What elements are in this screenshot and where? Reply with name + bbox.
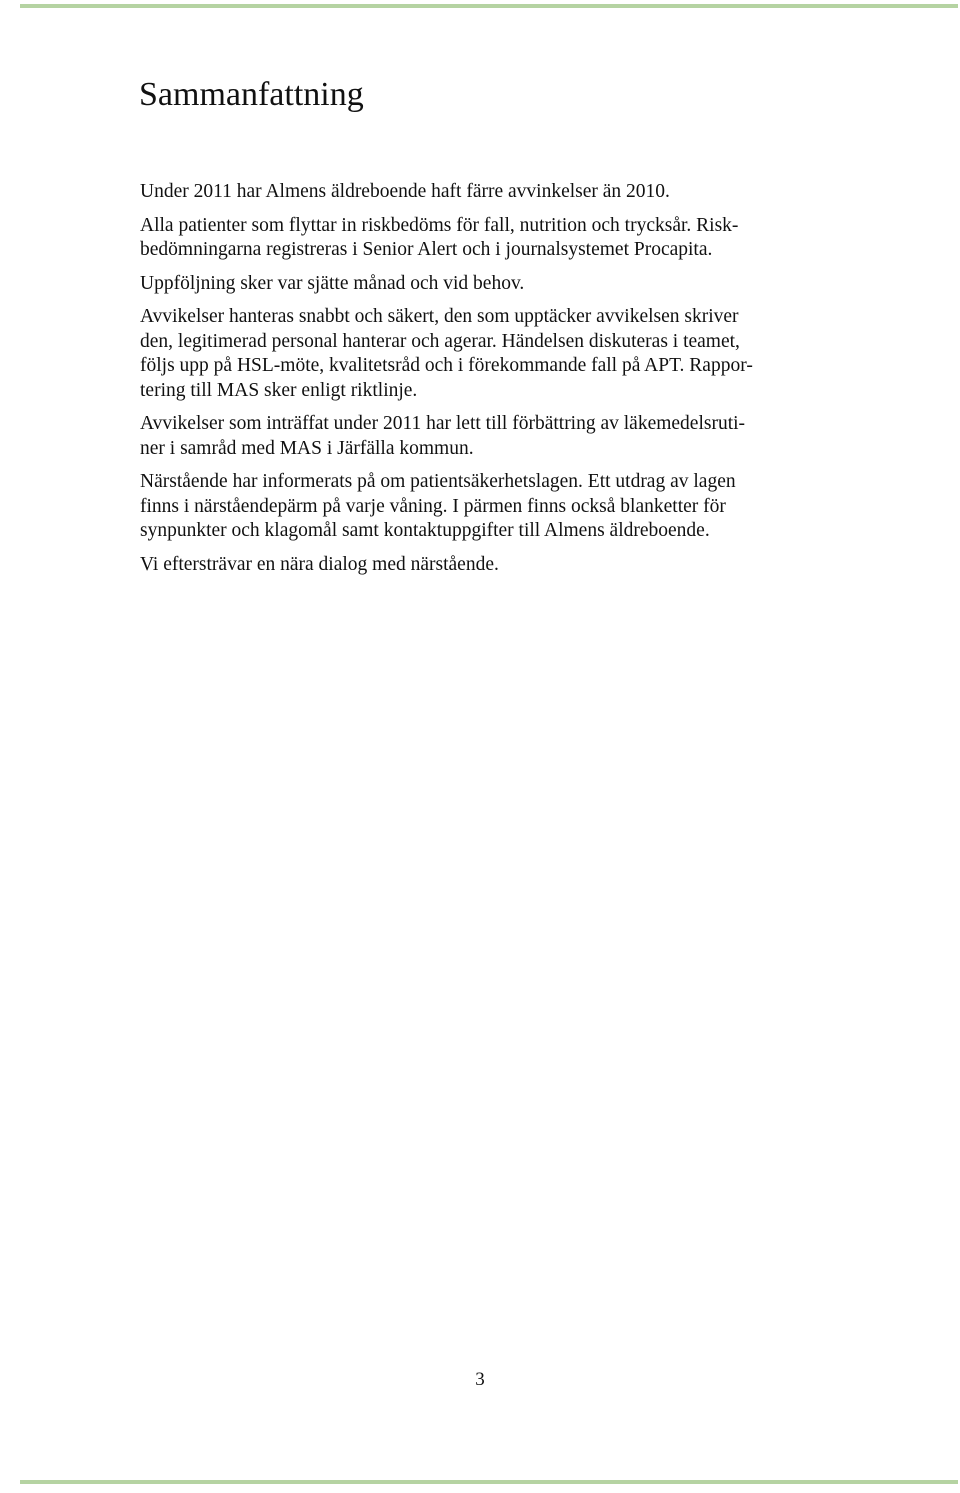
paragraph	[140, 412, 830, 461]
paragraph	[140, 305, 830, 403]
text-line: följs upp på HSL-möte, kvalitetsråd och i förekommande fall på APT. Rappor-	[140, 355, 753, 376]
text-line: bedömningarna registreras i Senior Alert och i journalsystemet Procapita.	[140, 239, 713, 260]
summary-body	[140, 180, 830, 586]
paragraph	[140, 470, 830, 544]
text-line: Närstående har informerats på om patientsäkerhetslagen. Ett utdrag av lagen	[140, 471, 736, 492]
page-number: 3	[475, 1369, 485, 1390]
top-divider	[20, 4, 958, 8]
text-line: Avvikelser som inträffat under 2011 har lett till förbättring av läkemedelsruti-	[140, 413, 746, 434]
text-line: synpunkter och klagomål samt kontaktuppgifter till Almens äldreboende.	[140, 520, 710, 541]
text-line: ner i samråd med MAS i Järfälla kommun.	[140, 437, 474, 459]
page-title: Sammanfattning	[139, 76, 364, 113]
bottom-divider	[20, 1480, 958, 1484]
text-line: Avvikelser hanteras snabbt och säkert, den som upptäcker avvikelsen skriver	[140, 306, 739, 327]
text-line: Vi eftersträvar en nära dialog med närstående.	[140, 553, 499, 575]
text-line: Under 2011 har Almens äldreboende haft färre avvinkelser än 2010.	[140, 181, 670, 202]
text-line: den, legitimerad personal hanterar och agerar. Händelsen diskuteras i teamet,	[140, 330, 740, 352]
text-line: Alla patienter som flyttar in riskbedöms för fall, nutrition och trycksår. Risk-	[140, 214, 739, 236]
text-line: finns i närståendepärm på varje våning. I pärmen finns också blanketter för	[140, 495, 726, 517]
paragraph	[140, 553, 830, 578]
text-line: tering till MAS sker enligt riktlinje.	[140, 379, 418, 401]
text-line: Uppföljning sker var sjätte månad och vid behov.	[140, 272, 525, 294]
paragraph	[140, 272, 830, 297]
paragraph	[140, 214, 830, 263]
paragraph	[140, 180, 830, 205]
